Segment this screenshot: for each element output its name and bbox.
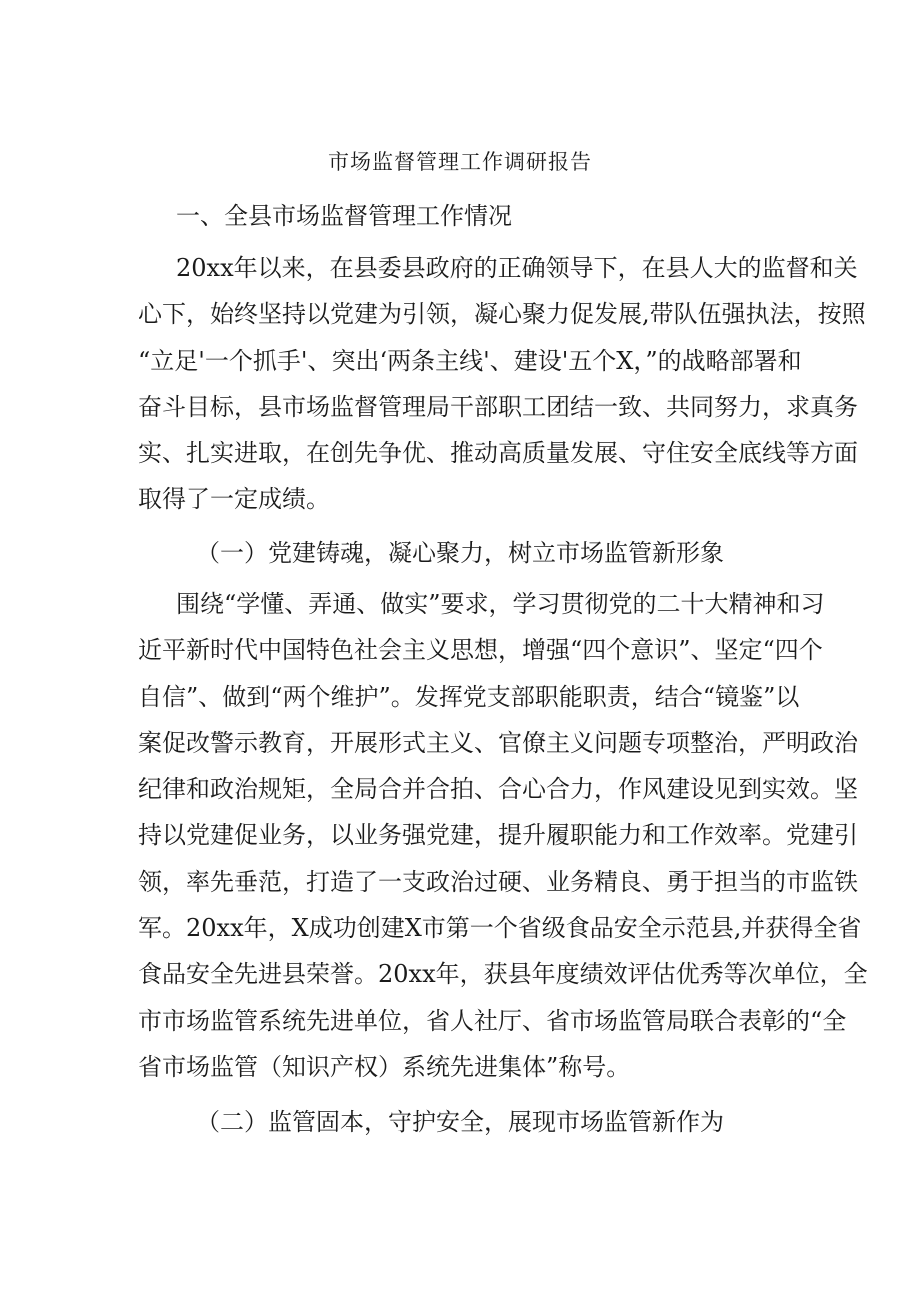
paragraph-2-line-1: 围绕“学懂、弄通、做实”要求，学习贯彻党的二十大精神和习 xyxy=(176,590,825,618)
document-title: 市场监督管理工作调研报告 xyxy=(328,150,592,174)
section-heading-1: 一、全县市场监督管理工作情况 xyxy=(176,202,512,230)
paragraph-2-line-11: 省市场监管（知识产权）系统先进集体”称号。 xyxy=(138,1053,631,1081)
paragraph-2-line-10: 市市场监管系统先进单位，省人社厅、省市场监管局联合表彰的“全 xyxy=(138,1007,847,1035)
paragraph-2-line-2: 近平新时代中国特色社会主义思想，增强“四个意识”、坚定“四个 xyxy=(138,636,823,664)
paragraph-2-line-9: 食品安全先进县荣誉。20xx年，获县年度绩效评估优秀等次单位，全 xyxy=(138,960,868,988)
paragraph-1-line-3: “立足'一个抓手'、突出‘两条主线'、建设'五个X，”的战略部署和 xyxy=(138,347,802,375)
paragraph-2-line-5: 纪律和政治规矩，全局合并合拍、合心合力，作风建设见到实效。坚 xyxy=(138,775,858,803)
sub-heading-1: （一）党建铸魂，凝心聚力，树立市场监管新形象 xyxy=(196,539,724,567)
sub-heading-2: （二）监管固本，守护安全，展现市场监管新作为 xyxy=(196,1108,724,1136)
paragraph-1-line-4: 奋斗目标，县市场监督管理局干部职工团结一致、共同努力，求真务 xyxy=(138,393,858,421)
paragraph-2-line-4: 案促改警示教育，开展形式主义、官僚主义问题专项整治，严明政治 xyxy=(138,729,858,757)
paragraph-1-line-2: 心下，始终坚持以党建为引领，凝心聚力促发展,带队伍强执法，按照 xyxy=(138,300,866,328)
paragraph-2-line-7: 领，率先垂范，打造了一支政治过硬、业务精良、勇于担当的市监铁 xyxy=(138,868,858,896)
paragraph-1-line-6: 取得了一定成绩。 xyxy=(138,485,330,513)
paragraph-1-line-1: 20xx年以来，在县委县政府的正确领导下，在县人大的监督和关 xyxy=(176,254,858,282)
paragraph-1-line-5: 实、扎实进取，在创先争优、推动高质量发展、守住安全底线等方面 xyxy=(138,439,858,467)
paragraph-2-line-3: 自信”、做到“两个维护”。发挥党支部职能职责，结合“镜鉴”以 xyxy=(138,683,800,711)
paragraph-2-line-8: 军。20xx年，X成功创建X市第一个省级食品安全示范县,并获得全省 xyxy=(138,914,862,942)
paragraph-2-line-6: 持以党建促业务，以业务强党建，提升履职能力和工作效率。党建引 xyxy=(138,821,858,849)
